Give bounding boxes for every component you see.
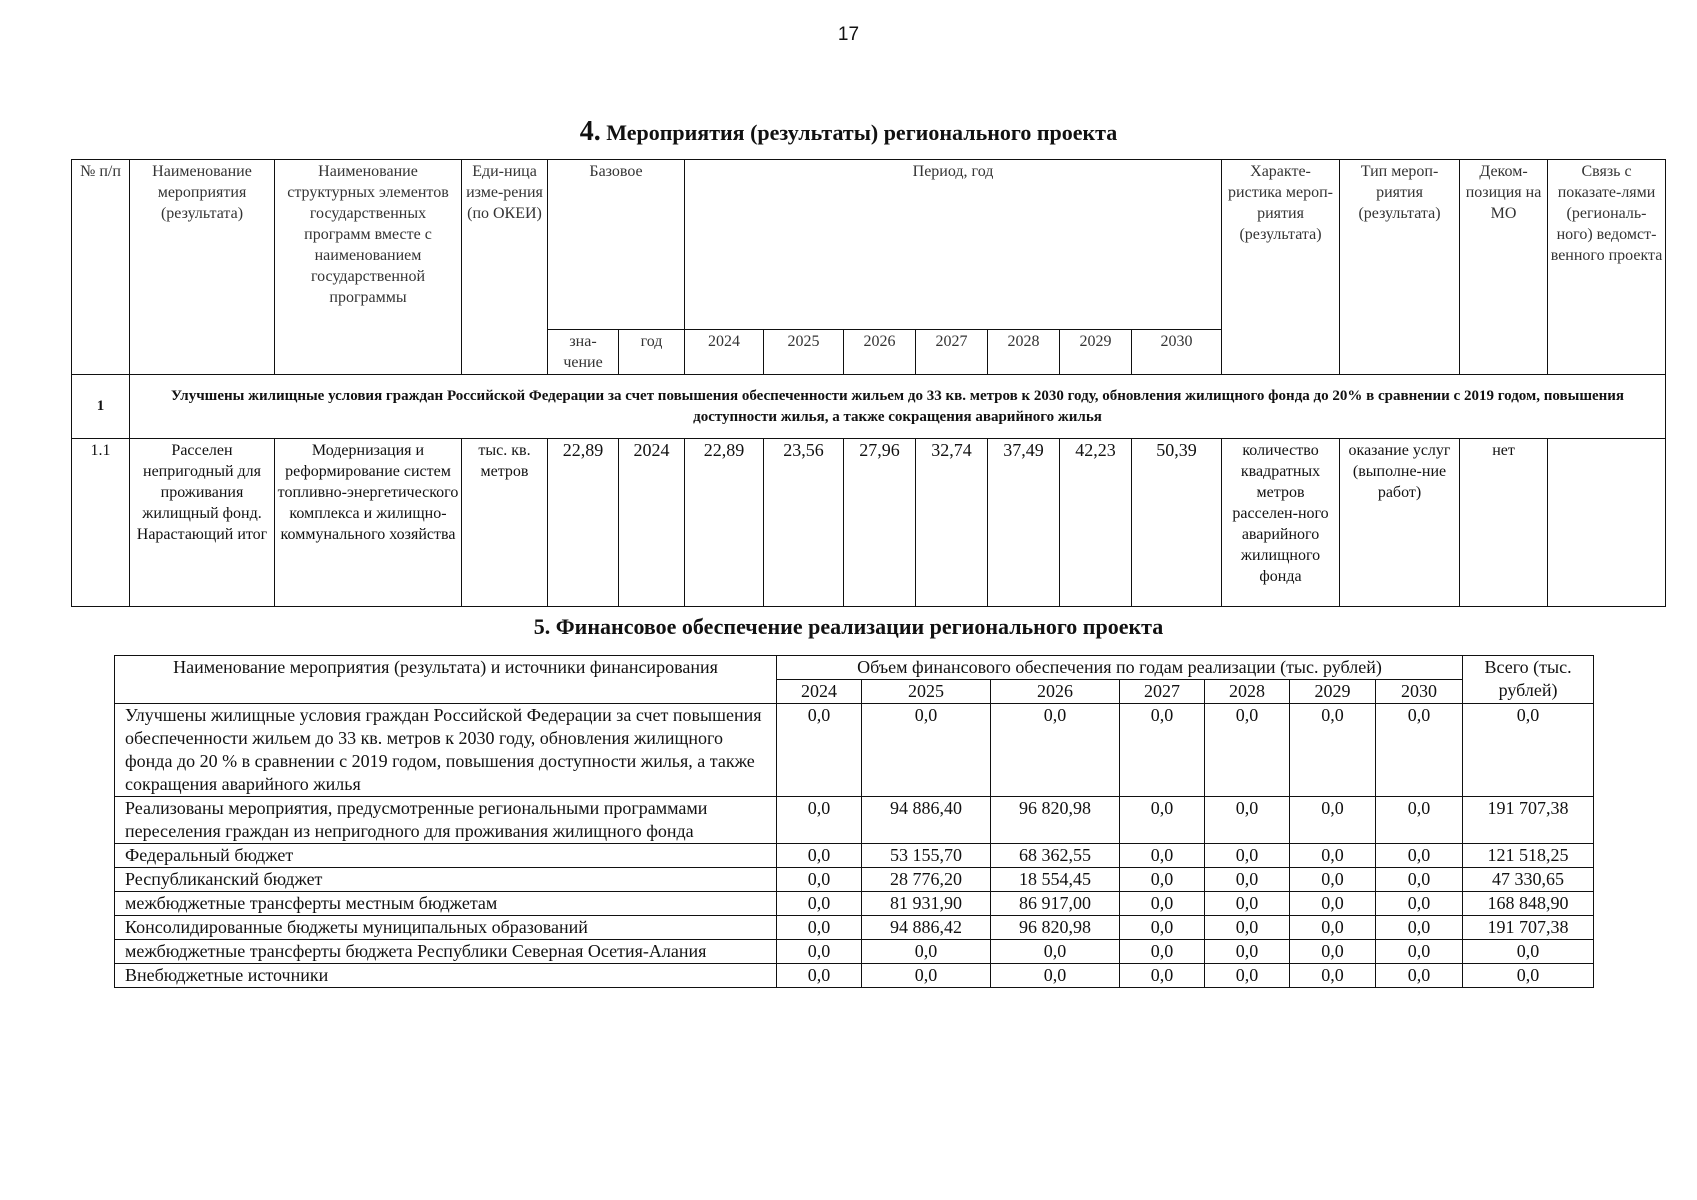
measure-value: 27,96 (844, 439, 916, 607)
financing-year-value: 0,0 (1290, 892, 1376, 916)
financing-year-value: 0,0 (1205, 868, 1290, 892)
measure-value: 42,23 (1060, 439, 1132, 607)
measure-link (1548, 439, 1666, 607)
financing-year-value: 0,0 (1290, 916, 1376, 940)
financing-total: 191 707,38 (1463, 797, 1594, 844)
financing-year-value: 96 820,98 (991, 916, 1120, 940)
financing-row (115, 892, 1594, 916)
financing-source-name: Улучшены жилищные условия граждан Российской Федерации за счет повышения обеспеченности жильем до 33 кв. метров к 2030 году, обновления жилищного фонда до 20 % в сравнении с 2019 годом, повышения доступности жилья, а также сокращения аварийного жилья (115, 704, 777, 797)
financing-year-value: 0,0 (1290, 844, 1376, 868)
header-year: 2030 (1132, 330, 1222, 375)
financing-year-value: 0,0 (862, 940, 991, 964)
financing-year-value: 0,0 (777, 892, 862, 916)
financing-year-value: 0,0 (1376, 964, 1463, 988)
financing-year-value: 0,0 (1205, 892, 1290, 916)
measure-value: 22,89 (685, 439, 764, 607)
header-num: № п/п (72, 160, 130, 375)
section-4-title-text: Мероприятия (результаты) регионального проекта (606, 120, 1118, 145)
financing-source-name: Реализованы мероприятия, предусмотренные региональными программами переселения граждан из непригодного для проживания жилищного фонда (115, 797, 777, 844)
header-year: 2024 (685, 330, 764, 375)
financing-source-name: межбюджетные трансферты местным бюджетам (115, 892, 777, 916)
financing-year-value: 86 917,00 (991, 892, 1120, 916)
financing-year-value: 0,0 (777, 844, 862, 868)
financing-year-value: 0,0 (1205, 916, 1290, 940)
section-4-number: 4. (579, 116, 601, 147)
financing-year-value: 0,0 (1120, 916, 1205, 940)
financing-year-value: 0,0 (1120, 940, 1205, 964)
header-year: 2025 (862, 680, 991, 704)
table5-header-row (115, 656, 1594, 680)
financing-table (114, 655, 1594, 988)
financing-total: 168 848,90 (1463, 892, 1594, 916)
objective-num: 1 (72, 375, 130, 439)
measure-unit: тыс. кв. метров (462, 439, 548, 607)
financing-year-value: 0,0 (777, 797, 862, 844)
financing-source-name: Федеральный бюджет (115, 844, 777, 868)
measure-decomposition: нет (1460, 439, 1548, 607)
financing-total: 0,0 (1463, 940, 1594, 964)
financing-row (115, 797, 1594, 844)
financing-source-name: Республиканский бюджет (115, 868, 777, 892)
financing-year-value: 0,0 (777, 704, 862, 797)
measure-value: 32,74 (916, 439, 988, 607)
financing-year-value: 94 886,40 (862, 797, 991, 844)
table4-header-row (72, 160, 1666, 330)
section-4-title (0, 116, 1697, 148)
financing-year-value: 0,0 (1376, 940, 1463, 964)
financing-row (115, 916, 1594, 940)
financing-year-value: 0,0 (1290, 704, 1376, 797)
section-5-title: 5. Финансовое обеспечение реализации регионального проекта (533, 614, 1164, 639)
header-type: Тип мероп-риятия (результата) (1340, 160, 1460, 375)
financing-year-value: 0,0 (1205, 844, 1290, 868)
measure-name: Расселен непригодный для проживания жилищный фонд. Нарастающий итог (130, 439, 275, 607)
header-structural-elements: Наименование структурных элементов государственных программ вместе с наименованием государственной программы (275, 160, 462, 375)
header-year: 2028 (1205, 680, 1290, 704)
financing-year-value: 0,0 (1120, 964, 1205, 988)
financing-year-value: 18 554,45 (991, 868, 1120, 892)
header-year: 2025 (764, 330, 844, 375)
measure-structural: Модернизация и реформирование систем топливно-энергетического комплекса и жилищно-коммунального хозяйства (275, 439, 462, 607)
financing-year-value: 0,0 (1376, 704, 1463, 797)
header-financing-name: Наименование мероприятия (результата) и источники финансирования (115, 656, 777, 704)
financing-source-name: межбюджетные трансферты бюджета Республики Северная Осетия-Алания (115, 940, 777, 964)
header-total: Всего (тыс. рублей) (1463, 656, 1594, 704)
financing-year-value: 0,0 (1290, 797, 1376, 844)
financing-year-value: 0,0 (1120, 704, 1205, 797)
financing-year-value: 0,0 (862, 964, 991, 988)
financing-year-value: 0,0 (1376, 797, 1463, 844)
header-period: Период, год (685, 160, 1222, 330)
header-year: 2028 (988, 330, 1060, 375)
header-year: 2026 (991, 680, 1120, 704)
financing-year-value: 0,0 (991, 964, 1120, 988)
financing-row (115, 964, 1594, 988)
header-base: Базовое (548, 160, 685, 330)
financing-row (115, 940, 1594, 964)
financing-year-value: 0,0 (1290, 964, 1376, 988)
financing-year-value: 0,0 (1120, 868, 1205, 892)
financing-year-value: 0,0 (1205, 797, 1290, 844)
objective-row (72, 375, 1666, 439)
financing-year-value: 0,0 (777, 964, 862, 988)
financing-year-value: 28 776,20 (862, 868, 991, 892)
header-year: 2027 (916, 330, 988, 375)
financing-year-value: 0,0 (1290, 940, 1376, 964)
header-year: 2030 (1376, 680, 1463, 704)
header-link: Связь с показате-лями (региональ-ного) ведомст-венного проекта (1548, 160, 1666, 375)
financing-year-value: 0,0 (1120, 892, 1205, 916)
measure-value: 23,56 (764, 439, 844, 607)
financing-source-name: Консолидированные бюджеты муниципальных образований (115, 916, 777, 940)
objective-text: Улучшены жилищные условия граждан Российской Федерации за счет повышения обеспеченности жильем до 33 кв. метров к 2030 году, обновления жилищного фонда до 20% в сравнении с 2019 годом, повышения доступности жилья, а также сокращения аварийного жилья (130, 375, 1666, 439)
financing-year-value: 94 886,42 (862, 916, 991, 940)
financing-year-value: 0,0 (777, 868, 862, 892)
financing-year-value: 0,0 (1376, 916, 1463, 940)
header-decomposition: Деком-позиция на МО (1460, 160, 1548, 375)
measure-num: 1.1 (72, 439, 130, 607)
financing-year-value: 0,0 (1120, 797, 1205, 844)
financing-year-value: 0,0 (1205, 940, 1290, 964)
header-year: 2024 (777, 680, 862, 704)
header-year: 2029 (1060, 330, 1132, 375)
financing-row (115, 868, 1594, 892)
header-unit: Еди-ница изме-рения (по ОКЕИ) (462, 160, 548, 375)
financing-year-value: 53 155,70 (862, 844, 991, 868)
header-base-year: год (619, 330, 685, 375)
measure-base-year: 2024 (619, 439, 685, 607)
financing-year-value: 96 820,98 (991, 797, 1120, 844)
financing-total: 121 518,25 (1463, 844, 1594, 868)
measure-value: 37,49 (988, 439, 1060, 607)
financing-year-value: 68 362,55 (991, 844, 1120, 868)
financing-year-value: 0,0 (1205, 964, 1290, 988)
header-year: 2029 (1290, 680, 1376, 704)
measure-characteristic: количество квадратных метров расселен-ного аварийного жилищного фонда (1222, 439, 1340, 607)
financing-year-value: 81 931,90 (862, 892, 991, 916)
financing-year-value: 0,0 (1376, 892, 1463, 916)
financing-year-value: 0,0 (1290, 868, 1376, 892)
header-year: 2026 (844, 330, 916, 375)
financing-year-value: 0,0 (1120, 844, 1205, 868)
financing-year-value: 0,0 (1376, 868, 1463, 892)
measure-row (72, 439, 1666, 607)
financing-row (115, 844, 1594, 868)
header-characteristic: Характе-ристика мероп-риятия (результата) (1222, 160, 1340, 375)
header-measure-name: Наименование мероприятия (результата) (130, 160, 275, 375)
measure-base-value: 22,89 (548, 439, 619, 607)
header-volume: Объем финансового обеспечения по годам реализации (тыс. рублей) (777, 656, 1463, 680)
financing-total: 191 707,38 (1463, 916, 1594, 940)
header-base-value: зна-чение (548, 330, 619, 375)
financing-year-value: 0,0 (777, 916, 862, 940)
financing-year-value: 0,0 (862, 704, 991, 797)
financing-total: 0,0 (1463, 964, 1594, 988)
measures-table (71, 159, 1666, 607)
financing-year-value: 0,0 (1376, 844, 1463, 868)
measure-value: 50,39 (1132, 439, 1222, 607)
financing-source-name: Внебюджетные источники (115, 964, 777, 988)
financing-year-value: 0,0 (777, 940, 862, 964)
financing-row (115, 704, 1594, 797)
measure-type: оказание услуг (выполне-ние работ) (1340, 439, 1460, 607)
financing-total: 0,0 (1463, 704, 1594, 797)
financing-year-value: 0,0 (991, 940, 1120, 964)
page-number: 17 (837, 24, 860, 45)
financing-total: 47 330,65 (1463, 868, 1594, 892)
financing-year-value: 0,0 (1205, 704, 1290, 797)
financing-year-value: 0,0 (991, 704, 1120, 797)
header-year: 2027 (1120, 680, 1205, 704)
